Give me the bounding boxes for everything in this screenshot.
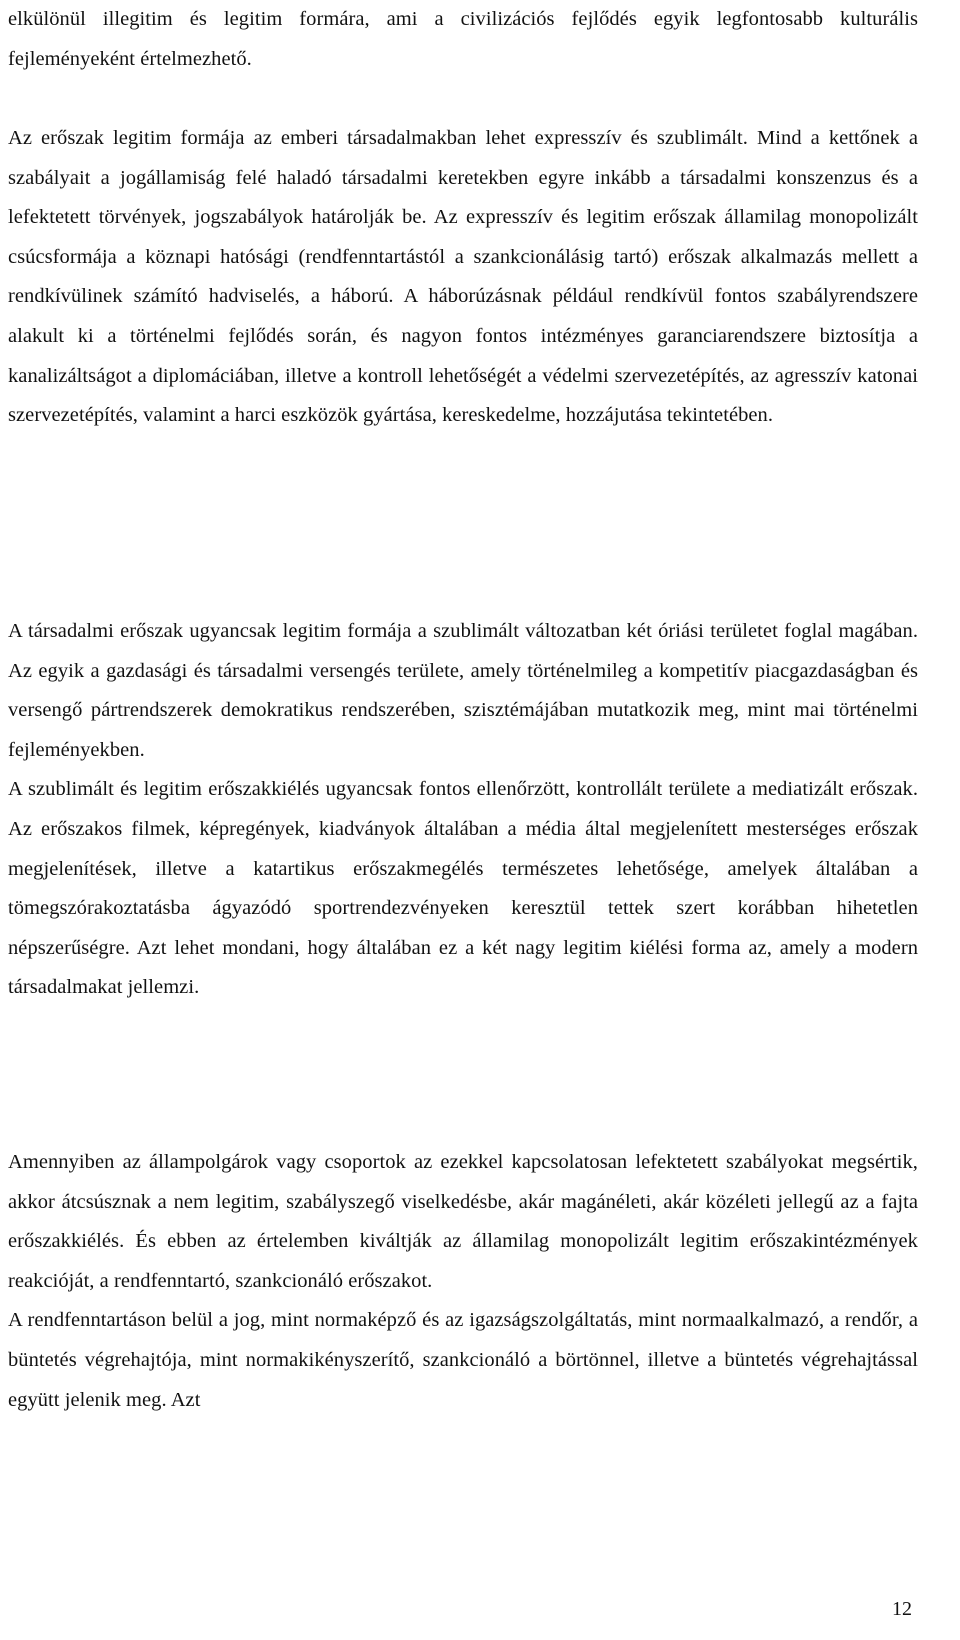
paragraph-rule-breaking: Amennyiben az állampolgárok vagy csoportok az ezekkel kapcsolatosan lefektetett szabályokat megsértik, akkor átcsúsznak a nem legitim, szabályszegő viselkedésbe, akár magánéleti, akár közéleti jellegű az a fajta erőszakkiélés. És ebben az értelemben kiváltják az államilag monopolizált legitim erőszakintézmények reakcióját, a rendfenntartó, szankcionáló erőszakot. [8,1151,918,1292]
paragraph-continuation: elkülönül illegitim és legitim formára, ami a civilizációs fejlődés egyik legfontosabb kulturális fejleményeként értelmezhető. [8,8,918,70]
paragraph-block-2 [8,119,918,436]
paragraph-sublimated-competition: A társadalmi erőszak ugyancsak legitim formája a szublimált változatban két óriási területet foglal magában. Az egyik a gazdasági és társadalmi versengés területe, amely történelmileg a kompetitív piacgazdaságban és versengő pártrendszerek demokratikus rendszerében, szisztémájában mutatkozik meg, mint mai történelmi fejleményekben. [8,620,918,761]
paragraph-block-1 [8,0,918,79]
paragraph-mediatized-violence: A szublimált és legitim erőszakkiélés ugyancsak fontos ellenőrzött, kontrollált területe a mediatizált erőszak. Az erőszakos filmek, képregények, kiadványok általában a média által megjelenített mesterséges erőszak megjelenítések, illetve a katartikus erőszakmegélés természetes lehetősége, amelyek általában a tömegszórakoztatásba ágyazódó sportrendezvényeken keresztül tettek szert korábban hihetetlen népszerűségre. Azt lehet mondani, hogy általában ez a két nagy legitim kiélési forma az, amely a modern társadalmakat jellemzi. [8,778,918,999]
page-number: 12 [892,1598,912,1620]
paragraph-legitimate-forms: Az erőszak legitim formája az emberi társadalmakban lehet expresszív és szublimált. Mind a kettőnek a szabályait a jogállamiság felé haladó társadalmi keretekben egyre inkább a társadalmi konszenzus és a lefektetett törvények, jogszabályok határolják be. Az expresszív és legitim erőszak államilag monopolizált csúcsformája a köznapi hatósági (rendfenntartástól a szankcionálásig tartó) erőszak alkalmazás mellett a rendkívülinek számító hadviselés, a háború. A háborúzásnak például rendkívül fontos szabályrendszere alakult ki a történelmi fejlődés során, és nagyon fontos intézményes garanciarendszere biztosítja a kanalizáltságot a diplomáciában, illetve a kontroll lehetőségét a védelmi szervezetépítés, az agresszív katonai szervezetépítés, valamint a harci eszközök gyártása, kereskedelme, hozzájutása tekintetében. [8,127,918,427]
paragraph-block-3 [8,612,918,1008]
paragraph-block-4 [8,1143,918,1420]
paragraph-law-enforcement: A rendfenntartáson belül a jog, mint normaképző és az igazságszolgáltatás, mint normaalkalmazó, a rendőr, a büntetés végrehajtója, mint normakikényszerítő, szankcionáló a börtönnel, illetve a büntetés végrehajtással együtt jelenik meg. Azt [8,1309,918,1411]
